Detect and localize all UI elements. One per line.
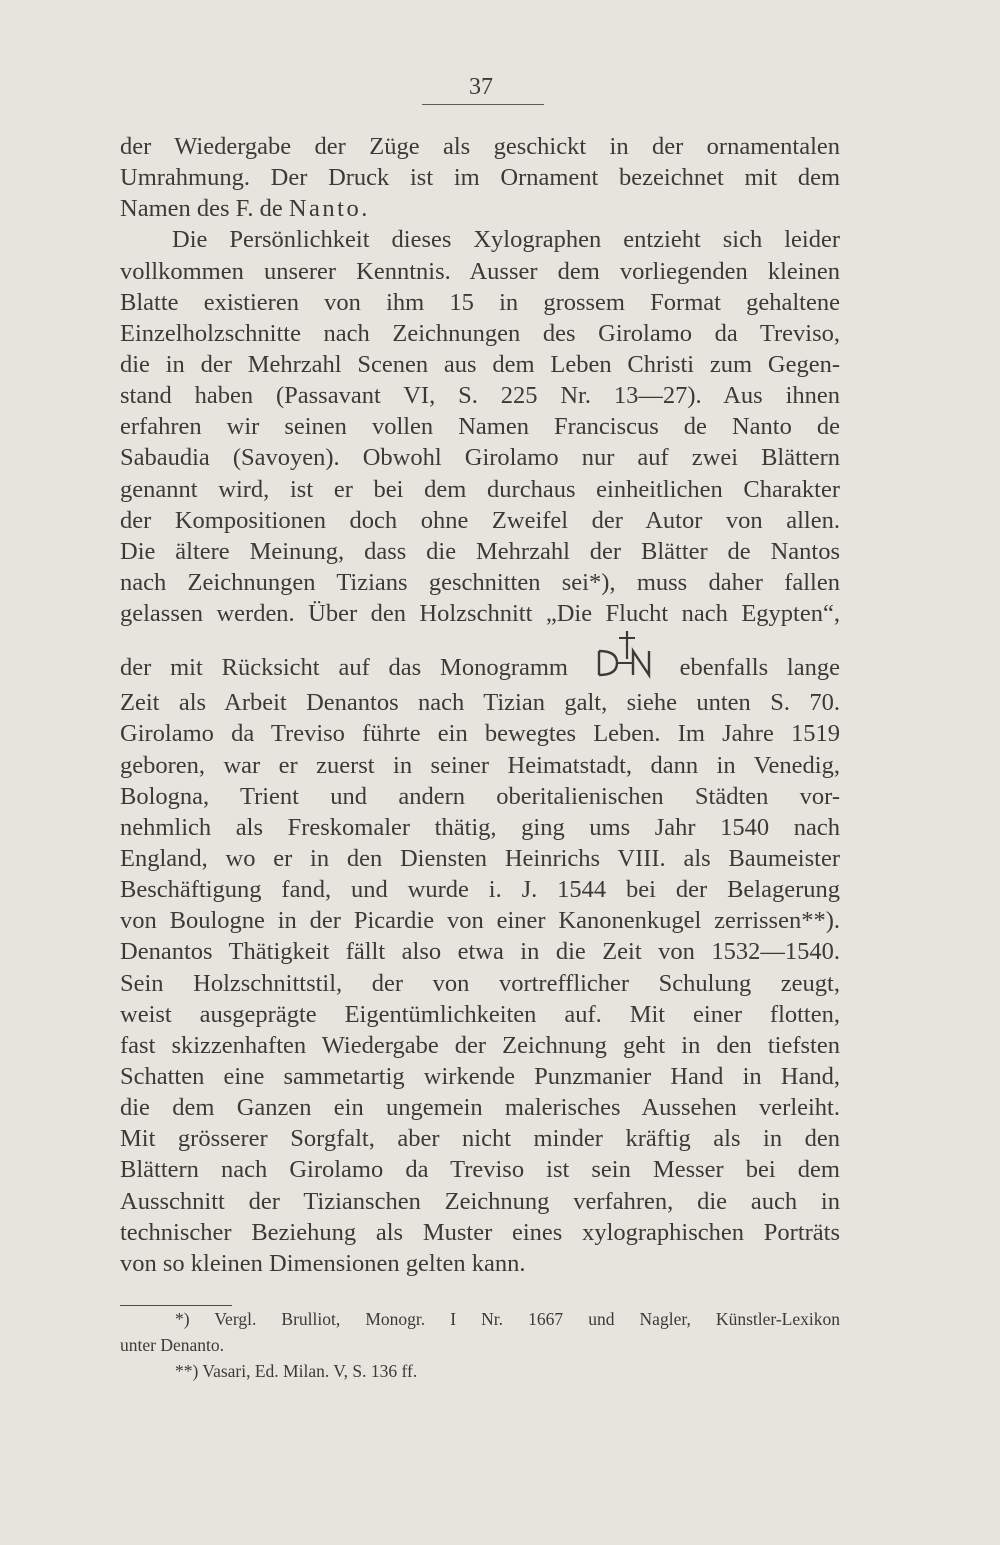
body-line-4: Die Persönlichkeit dieses Xylographen entzieht sich leider: [172, 226, 840, 254]
body-line-15: nach Zeichnungen Tizians geschnitten sei*), muss daher fallen: [120, 568, 840, 596]
body-line-25: von Boulogne in der Picardie von einer Kanonenkugel zerrissen**).: [120, 907, 840, 935]
body-line-7: Einzelholzschnitte nach Zeichnungen des Girolamo da Treviso,: [120, 319, 840, 347]
body-line-5: vollkommen unserer Kenntnis. Ausser dem vorliegenden kleinen: [120, 257, 840, 285]
body-line-6: Blatte existieren von ihm 15 in grossem Format gehaltene: [120, 288, 840, 316]
footnote-1-line-2: unter Denanto.: [120, 1335, 224, 1355]
body-line-17: der mit Rücksicht auf das Monogramm ebenfalls lange: [120, 629, 840, 687]
body-line-9: stand haben (Passavant VI, S. 225 Nr. 13—27). Aus ihnen: [120, 382, 840, 410]
body-line-11: Sabaudia (Savoyen). Obwohl Girolamo nur auf zwei Blättern: [120, 444, 840, 472]
page-number-rule: [422, 104, 544, 105]
body-text: [120, 131, 840, 1279]
footnote-1-line-1: *) Vergl. Brulliot, Monogr. I Nr. 1667 und Nagler, Künstler-Lexikon: [175, 1309, 840, 1329]
body-line-30: Schatten eine sammetartig wirkende Punzmanier Hand in Hand,: [120, 1062, 840, 1090]
body-line-28: weist ausgeprägte Eigentümlichkeiten auf. Mit einer flotten,: [120, 1000, 840, 1028]
monogram-image: [593, 629, 655, 679]
body-line-13: der Kompositionen doch ohne Zweifel der Autor von allen.: [120, 506, 840, 534]
body-line-1: der Wiedergabe der Züge als geschickt in der ornamentalen: [120, 133, 840, 160]
body-line-16: gelassen werden. Über den Holzschnitt „Die Flucht nach Egypten“,: [120, 600, 840, 628]
body-line-36: von so kleinen Dimensionen gelten kann.: [120, 1249, 526, 1277]
body-line-21: Bologna, Trient und andern oberitalienischen Städten vor-: [120, 782, 840, 810]
body-line-24: Beschäftigung fand, und wurde i. J. 1544 bei der Belagerung: [120, 876, 840, 904]
body-line-34: Ausschnitt der Tizianschen Zeichnung verfahren, die auch in: [120, 1187, 840, 1215]
footnote-2: **) Vasari, Ed. Milan. V, S. 136 ff.: [175, 1361, 418, 1381]
spaced-name: Nanto: [288, 195, 362, 223]
body-line-33: Blättern nach Girolamo da Treviso ist sein Messer bei dem: [120, 1156, 840, 1184]
body-line-31: die dem Ganzen ein ungemein malerisches Aussehen verleiht.: [120, 1094, 840, 1122]
body-line-19: Girolamo da Treviso führte ein bewegtes Leben. Im Jahre 1519: [120, 720, 840, 748]
body-line-29: fast skizzenhaften Wiedergabe der Zeichnung geht in den tiefsten: [120, 1031, 840, 1059]
body-line-3: Namen des F. de Nanto.: [120, 195, 368, 223]
body-line-26: Denantos Thätigkeit fällt also etwa in die Zeit von 1532—1540.: [120, 938, 840, 966]
body-line-22: nehmlich als Freskomaler thätig, ging ums Jahr 1540 nach: [120, 813, 840, 841]
body-line-10: erfahren wir seinen vollen Namen Franciscus de Nanto de: [120, 413, 840, 441]
page-number: 37: [469, 74, 493, 100]
body-line-35: technischer Beziehung als Muster eines xylographischen Porträts: [120, 1218, 840, 1246]
body-line-12: genannt wird, ist er bei dem durchaus einheitlichen Charakter: [120, 475, 840, 503]
body-line-8: die in der Mehrzahl Scenen aus dem Leben Christi zum Gegen-: [120, 350, 840, 378]
footnotes: [120, 1306, 840, 1384]
body-line-20: geboren, war er zuerst in seiner Heimatstadt, dann in Venedig,: [120, 751, 840, 779]
body-line-23: England, wo er in den Diensten Heinrichs VIII. als Baumeister: [120, 844, 840, 872]
body-line-18: Zeit als Arbeit Denantos nach Tizian galt, siehe unten S. 70.: [120, 689, 840, 717]
body-line-2: Umrahmung. Der Druck ist im Ornament bezeichnet mit dem: [120, 164, 840, 192]
body-line-32: Mit grösserer Sorgfalt, aber nicht minder kräftig als in den: [120, 1125, 840, 1153]
body-line-27: Sein Holzschnittstil, der von vortrefflicher Schulung zeugt,: [120, 969, 840, 997]
body-line-14: Die ältere Meinung, dass die Mehrzahl der Blätter de Nantos: [120, 537, 840, 565]
